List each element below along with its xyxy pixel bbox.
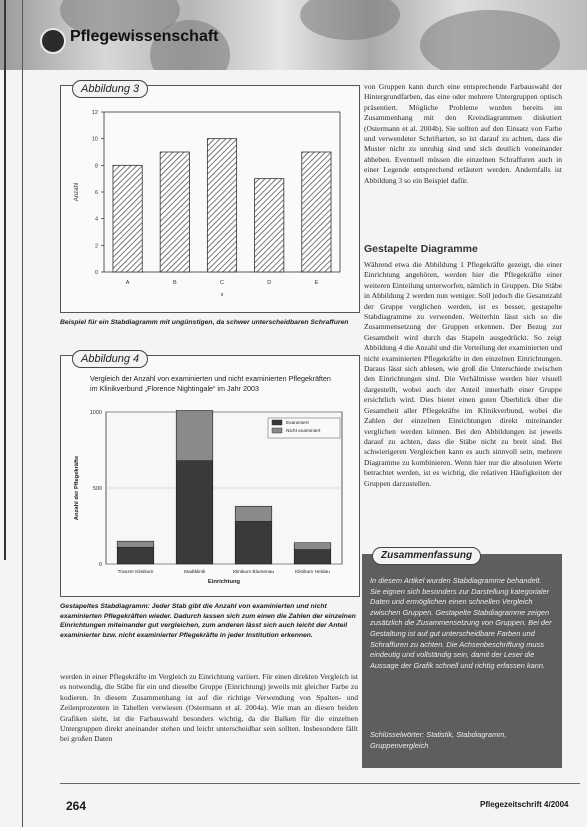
bar bbox=[302, 152, 331, 272]
y-tick-label: 10 bbox=[91, 136, 98, 143]
x-tick-label: C bbox=[220, 280, 224, 286]
y-tick-label: 500 bbox=[92, 486, 102, 492]
stacked-bar-segment bbox=[294, 543, 331, 550]
y-tick-label: 4 bbox=[94, 216, 98, 223]
stacked-bar-segment bbox=[294, 550, 331, 564]
figure-4-label: Abbildung 4 bbox=[72, 350, 148, 368]
x-tick-label: Klinikum Blumenau bbox=[232, 570, 275, 575]
stacked-bar-segment bbox=[117, 541, 154, 547]
stacked-bar-segment bbox=[235, 521, 272, 564]
summary-title: Zusammenfassung bbox=[372, 547, 481, 565]
left-rule bbox=[22, 0, 23, 827]
x-tick-label: Tranzer Klinikum bbox=[117, 570, 154, 575]
y-tick-label: 8 bbox=[94, 163, 98, 170]
bar bbox=[113, 165, 142, 272]
y-tick-label: 0 bbox=[94, 270, 98, 276]
bar bbox=[207, 139, 236, 272]
section-bullet-icon bbox=[40, 28, 66, 54]
summary-keywords: Schlüsselwörter: Statistik, Stabdiagramm, Gruppenvergleich bbox=[370, 730, 507, 750]
y-tick-label: 2 bbox=[94, 243, 98, 250]
x-tick-label: B bbox=[172, 280, 177, 286]
journal-name: Pflegezeitschrift 4/2004 bbox=[480, 800, 569, 809]
body-text-right-1: von Gruppen kann durch eine entsprechende Farbauswahl der Hintergrundfarben, das eine oder mehrere Untergruppen optisch präsentiert. Mögliche Probleme wurden bereits im Zusammenhang mit den Kreisdiagrammen diskutiert (Ostermann et al. 2004b). Sie sollten auf den Einsatz von Farbe und verwendeter Schriftarten, so ist darauf zu achten, dass die Muster nicht zu unruhig sind und sich deutlich voneinander abheben. Eventuell müssen die einzelnen Schraffuren auch in einer Legende entsprechend erläutert werden. Andernfalls ist Abbildung 3 so ein Beispiel dafür. bbox=[364, 82, 562, 185]
y-tick-label: 1000 bbox=[89, 410, 102, 416]
body-text-right-2: Während etwa die Abbildung 1 Pflegekräfte gezeigt, die einer Einrichtung angehören, werden hier die Pflegekräfte einer weiteren Einteilung unterworfen, nämlich in Gruppen. Die Stäbe in Abbildung 2 werden nun weniger. Soll jedoch die Gesamtzahl der Gruppe verglichen werden, ist es besser, gestapelte Stabdiagramme zu verwenden. Weiterhin lässt sich so die Zusammensetzung der Gruppen erkennen. Der Bezug zur Gesamtheit wird durch das Stapeln ausgedrückt. So zeigt Abbildung 4 die Anzahl und die Verteilung der examinierten und nicht examinierten Pflegekräfte in den einzelnen Einrichtungen. Daraus lässt sich ablesen, wie groß die Unterschiede zwischen den Einrichtungen sind. Die Verhältnisse werden hier visuell dargestellt, wobei auch der Anteil innerhalb einer Gruppe ersichtlich wird. Dies bietet einen guten Überblick über die Gesamtheit aller Pflegekräfte im Klinikverbund, wobei die Zahlen der einzelnen Einrichtungen direkt miteinander verglichen werden können. Bei den Abbildungen ist jeweils darauf zu achten, dass die Stäbe nicht zu breit sind. Bei schwierigeren Vergleichen kann es auch sinnvoll sein, mehrere Diagramme zu kombinieren. Wenn hier nur die absoluten Werte betrachtet werden, ist es wichtig, die relativen Häufigkeiten der Gruppen darzustellen. bbox=[364, 260, 562, 488]
x-tick-label: E bbox=[314, 280, 319, 286]
section-title: Pflegewissenschaft bbox=[70, 28, 219, 45]
x-axis-label: x bbox=[220, 292, 224, 298]
margin-rule bbox=[4, 0, 6, 560]
legend-swatch bbox=[272, 420, 282, 425]
figure-3-label: Abbildung 3 bbox=[72, 80, 148, 98]
legend-swatch bbox=[272, 428, 282, 433]
body-text-left: werden in einer Pflegekräfte im Vergleich zu Einrichtung variiert. Für einen direkten Vergleich ist es notwendig, die Stäbe für ein und dieselbe Gruppe (Einrichtung) jeweils mit gleicher Farbe zu kodieren. In diesem Zusammenhang ist auf die richtige Verwendung von Spalten- und Zeilenprozenten in Tabellen verwiesen (Ostermann et al. 2004a). Wie man an diesen beiden Grafiken sieht, ist die Farbauswahl besonders wichtig, da die Balken für die einzelnen Untergruppen direkt aneinander stehen und leicht unterscheidbar sein sollten. Insbesondere fällt bei großen Daten bbox=[60, 672, 358, 744]
footer-rule bbox=[60, 783, 580, 784]
legend-label: Examiniert bbox=[286, 421, 309, 426]
summary-box bbox=[362, 554, 562, 768]
y-tick-label: 0 bbox=[98, 562, 102, 568]
legend-label: Nicht examiniert bbox=[286, 429, 321, 434]
stacked-bar-segment bbox=[117, 547, 154, 564]
x-tick-label: Stadtklinik bbox=[183, 570, 206, 575]
figure-3-chart bbox=[66, 100, 352, 308]
y-tick-label: 6 bbox=[94, 190, 98, 196]
subhead-gestapelte: Gestapelte Diagramme bbox=[364, 243, 478, 255]
bar bbox=[255, 179, 284, 272]
stacked-bar-segment bbox=[176, 461, 213, 564]
x-tick-label: A bbox=[125, 280, 130, 286]
stacked-bar-segment bbox=[176, 410, 213, 460]
x-axis-label: Einrichtung bbox=[207, 579, 241, 585]
y-axis-label: Anzahl der Pflegekräfte bbox=[74, 455, 80, 521]
page-number: 264 bbox=[66, 799, 87, 813]
y-axis-label: Anzahl bbox=[74, 182, 80, 202]
figure-3-caption: Beispiel für ein Stabdiagramm mit ungünstigen, da schwer unterscheidbaren Schraffuren bbox=[60, 319, 349, 326]
summary-text: In diesem Artikel wurden Stabdiagramme behandelt. Sie eignen sich besonders zur Darstellung kategorialer Daten und ermöglichen einen schnellen Vergleich zwischen Gruppen. Gestapelte Stabdiagramme zeigen zusätzlich die Zusammensetzung von Gruppen. Bei der Gestaltung ist auf gut unterscheidbare Farben und Schraffuren zu achten. Die Achsenbeschriftung muss eindeutig und vollständig sein, damit der Leser die Aussage der Grafik schnell und richtig erfassen kann. bbox=[370, 576, 552, 670]
figure-4-chart bbox=[66, 400, 354, 592]
stacked-bar-segment bbox=[235, 506, 272, 521]
bar bbox=[160, 152, 189, 272]
figure-4-caption: Gestapeltes Stabdiagramm: Jeder Stab gibt die Anzahl von examinierten und nicht examinierten Pflegekräften wieder. Dadurch lassen sich zum einen die Zahlen der einzelnen Einrichtungen miteinander gut vergleichen, zum anderen lässt sich auch leicht der Anteil examinierter bzw. nicht examinierter Pflegekräfte in jeder Institution erkennen. bbox=[60, 603, 356, 639]
x-tick-label: Klinikum Heldau bbox=[295, 570, 330, 575]
y-tick-label: 12 bbox=[91, 110, 98, 116]
figure-4-title: Vergleich der Anzahl von examinierten und nicht examinierten Pflegekräften im Klinikverbund „Florence Nightingale“ im Jahr 2003 bbox=[90, 374, 331, 393]
x-tick-label: D bbox=[267, 280, 272, 286]
